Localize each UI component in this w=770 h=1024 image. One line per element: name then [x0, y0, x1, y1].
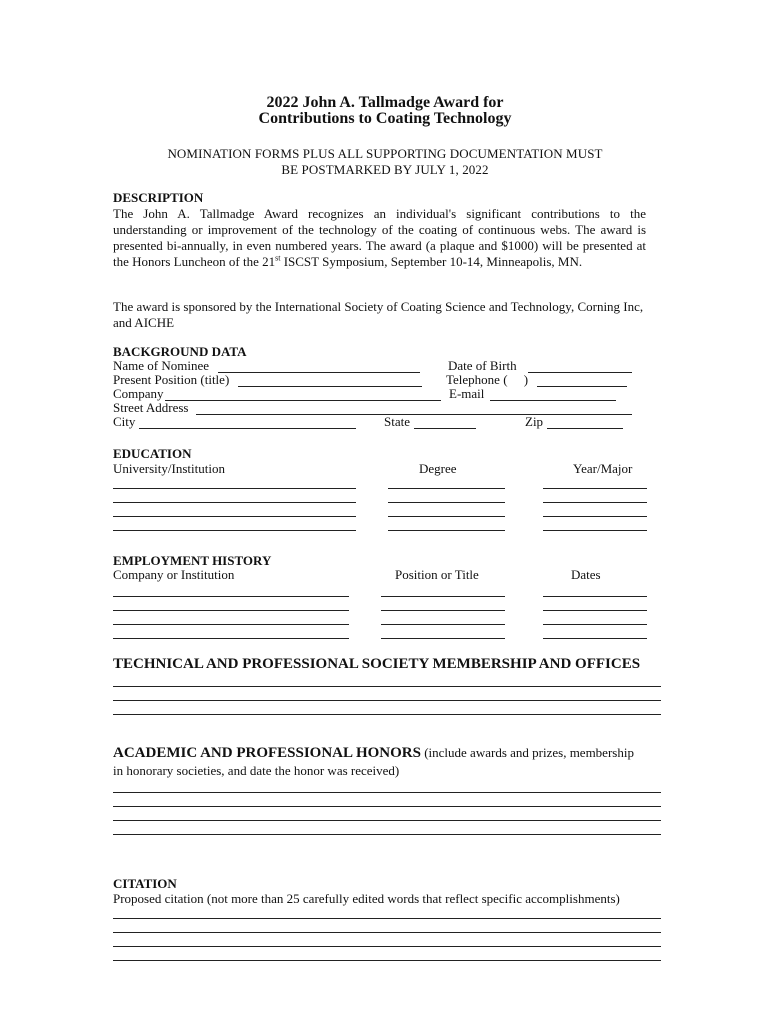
honors-note-line1: (include awards and prizes, membership	[420, 745, 634, 760]
citation-heading: CITATION	[113, 876, 177, 891]
state-field[interactable]	[414, 428, 476, 429]
email-label: E-mail	[449, 386, 485, 401]
employment-position-field[interactable]	[381, 596, 505, 597]
education-year-field[interactable]	[543, 488, 647, 489]
employment-company-field[interactable]	[113, 638, 349, 639]
nominee-name-label: Name of Nominee	[113, 358, 210, 373]
education-institution-field[interactable]	[113, 516, 356, 517]
nominee-name-field[interactable]	[218, 372, 420, 373]
company-label: Company	[113, 386, 164, 401]
background-heading: BACKGROUND DATA	[113, 344, 247, 359]
education-heading: EDUCATION	[113, 446, 192, 461]
education-degree-field[interactable]	[388, 516, 505, 517]
employment-col-position: Position or Title	[395, 567, 479, 582]
city-field[interactable]	[139, 428, 356, 429]
employment-position-field[interactable]	[381, 610, 505, 611]
citation-line[interactable]	[113, 960, 661, 961]
street-address-label: Street Address	[113, 400, 189, 415]
education-year-field[interactable]	[543, 502, 647, 503]
honors-line[interactable]	[113, 834, 661, 835]
society-membership-line[interactable]	[113, 686, 661, 687]
education-col-year-major: Year/Major	[573, 461, 633, 476]
description-text-part1: The John A. Tallmadge Award recognizes an individual's significant contributions to the understanding or improvement of the technology of the coating of continuous webs. The award is presented bi-annually, in even numbered years. The award (a plaque and $1000) will be presented at the Honors Luncheon of the 21	[113, 206, 646, 269]
education-institution-field[interactable]	[113, 502, 356, 503]
education-degree-field[interactable]	[388, 530, 505, 531]
honors-line[interactable]	[113, 792, 661, 793]
society-membership-heading: TECHNICAL AND PROFESSIONAL SOCIETY MEMBERSHIP AND OFFICES	[113, 656, 641, 672]
employment-dates-field[interactable]	[543, 596, 647, 597]
employment-dates-field[interactable]	[543, 610, 647, 611]
citation-line[interactable]	[113, 918, 661, 919]
employment-company-field[interactable]	[113, 596, 349, 597]
form-title-line1: 2022 John A. Tallmadge Award for	[266, 94, 504, 111]
employment-position-field[interactable]	[381, 638, 505, 639]
honors-heading: ACADEMIC AND PROFESSIONAL HONORS	[113, 745, 421, 761]
honors-line[interactable]	[113, 820, 661, 821]
education-col-degree: Degree	[419, 461, 457, 476]
education-year-field[interactable]	[543, 516, 647, 517]
education-degree-field[interactable]	[388, 502, 505, 503]
employment-position-field[interactable]	[381, 624, 505, 625]
deadline-notice-line2: BE POSTMARKED BY JULY 1, 2022	[281, 162, 489, 177]
education-institution-field[interactable]	[113, 488, 356, 489]
state-label: State	[384, 414, 410, 429]
employment-company-field[interactable]	[113, 624, 349, 625]
deadline-notice-line1: NOMINATION FORMS PLUS ALL SUPPORTING DOCUMENTATION MUST	[167, 146, 603, 161]
sponsor-paragraph: The award is sponsored by the International Society of Coating Science and Technology, Corning Inc, and AICHE	[113, 299, 644, 330]
education-degree-field[interactable]	[388, 488, 505, 489]
citation-line[interactable]	[113, 946, 661, 947]
employment-dates-field[interactable]	[543, 624, 647, 625]
date-of-birth-field[interactable]	[528, 372, 632, 373]
society-membership-line[interactable]	[113, 700, 661, 701]
position-title-label: Present Position (title)	[113, 372, 230, 387]
education-col-institution: University/Institution	[113, 461, 225, 476]
education-year-field[interactable]	[543, 530, 647, 531]
honors-note-line2: in honorary societies, and date the honor was received)	[113, 763, 400, 778]
society-membership-line[interactable]	[113, 714, 661, 715]
citation-line[interactable]	[113, 932, 661, 933]
city-label: City	[113, 414, 136, 429]
zip-label: Zip	[525, 414, 544, 429]
email-field[interactable]	[490, 400, 616, 401]
employment-company-field[interactable]	[113, 610, 349, 611]
education-institution-field[interactable]	[113, 530, 356, 531]
employment-heading: EMPLOYMENT HISTORY	[113, 553, 272, 568]
ordinal-suffix: st	[275, 253, 281, 263]
description-text-part2: ISCST Symposium, September 10-14, Minneapolis, MN.	[280, 254, 583, 269]
company-field[interactable]	[165, 400, 441, 401]
description-heading: DESCRIPTION	[113, 190, 204, 205]
telephone-field[interactable]	[537, 386, 627, 387]
telephone-label: Telephone ( )	[446, 372, 529, 387]
street-address-field[interactable]	[196, 414, 632, 415]
form-title-line2: Contributions to Coating Technology	[258, 110, 512, 127]
honors-heading-line	[113, 745, 634, 762]
honors-line[interactable]	[113, 806, 661, 807]
employment-col-company: Company or Institution	[113, 567, 235, 582]
zip-field[interactable]	[547, 428, 623, 429]
description-paragraph	[113, 206, 646, 270]
position-title-field[interactable]	[238, 386, 422, 387]
citation-note: Proposed citation (not more than 25 carefully edited words that reflect specific accomplishments)	[113, 891, 620, 906]
employment-col-dates: Dates	[571, 567, 601, 582]
date-of-birth-label: Date of Birth	[448, 358, 517, 373]
employment-dates-field[interactable]	[543, 638, 647, 639]
